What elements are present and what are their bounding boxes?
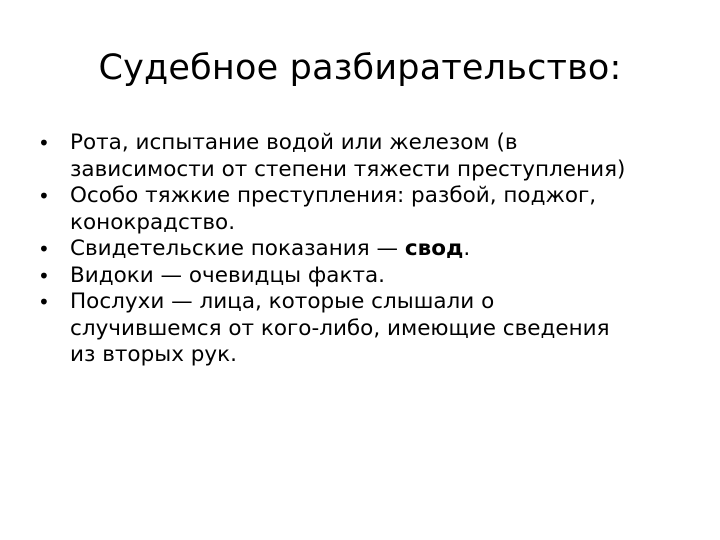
bullet-icon: • xyxy=(38,237,50,261)
bullet-item-grave-crimes xyxy=(36,183,696,236)
bullet-icon: • xyxy=(38,184,50,208)
bullet-icon: • xyxy=(38,131,50,155)
bullet-text-line: случившемся от кого-либо, имеющие сведения xyxy=(70,315,610,341)
bullet-icon: • xyxy=(38,263,50,288)
bullet-text-line: Особо тяжкие преступления: разбой, поджог, xyxy=(70,183,597,208)
bullet-item-testimony xyxy=(36,236,696,263)
bullet-text-post: . xyxy=(463,236,471,261)
bullet-text-pre: Свидетельские показания — xyxy=(70,236,405,261)
bullet-list xyxy=(36,130,696,369)
bullet-text-bold: свод xyxy=(404,236,464,261)
bullet-text-line: Послухи — лица, которые слышали о xyxy=(70,289,495,314)
slide-title: Судебное разбирательство: xyxy=(98,48,622,88)
bullet-text-line: Рота, испытание водой или железом (в xyxy=(70,130,518,155)
bullet-item-ordeal xyxy=(36,130,696,183)
bullet-item-posluhi xyxy=(36,289,696,369)
bullet-icon: • xyxy=(38,290,50,314)
bullet-text-line: конокрадство. xyxy=(70,209,236,235)
bullet-item-vidoki xyxy=(36,263,696,290)
bullet-text-line: зависимости от степени тяжести преступления) xyxy=(70,156,626,182)
bullet-text-line: Видоки — очевидцы факта. xyxy=(70,262,385,288)
bullet-text-line: из вторых рук. xyxy=(70,342,237,367)
